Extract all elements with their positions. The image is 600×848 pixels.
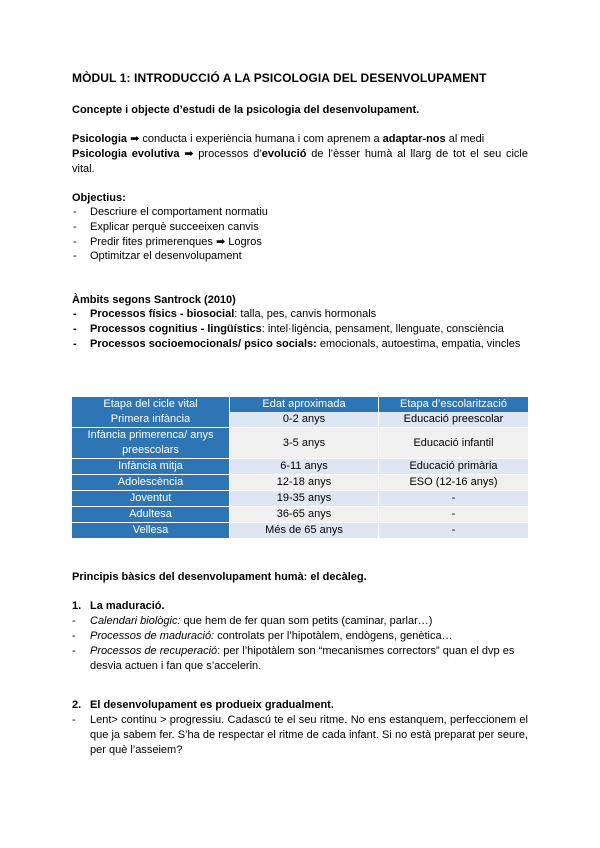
- dash: -: [72, 630, 76, 642]
- principle-title-text: El desenvolupament es produeix gradualment.: [90, 699, 334, 711]
- page-title: MÒDUL 1: INTRODUCCIÓ A LA PSICOLOGIA DEL DESENVOLUPAMENT: [72, 71, 487, 85]
- concept-heading: Concepte i objecte d’estudi de la psicologia del desenvolupament.: [72, 104, 420, 116]
- psicologia-bold: adaptar-nos: [382, 133, 446, 145]
- dash: -: [72, 615, 76, 627]
- table-row: [72, 412, 528, 428]
- list-item: [73, 337, 528, 352]
- table-cell: Vellesa: [72, 523, 230, 539]
- table-row: [72, 507, 528, 523]
- item-text: : per l’hipotàlem son “mecanismes correctors” quan el dvp es desvia actuen i fan que s’accelerin.: [90, 645, 515, 672]
- ambit-bold: Processos físics - biosocial: [90, 308, 235, 320]
- principle-number: 1.: [72, 600, 82, 612]
- ambits-heading: Àmbits segons Santrock (2010): [72, 294, 236, 306]
- dash: -: [73, 323, 77, 335]
- dash: -: [73, 308, 77, 320]
- table-header: Edat aproximada: [230, 397, 379, 412]
- table-cell: 12-18 anys: [230, 475, 379, 491]
- ambit-text: : talla, pes, canvis hormonals: [234, 308, 377, 320]
- list-item: [72, 713, 528, 758]
- list-item: [73, 220, 259, 235]
- principle-title: [72, 698, 334, 713]
- table-cell: Educació primària: [379, 459, 529, 475]
- dash: -: [73, 236, 77, 248]
- table-row: [72, 428, 528, 459]
- table-cell: 3-5 anys: [230, 428, 379, 459]
- table-cell: Més de 65 anys: [230, 523, 379, 539]
- table-cell: -: [379, 491, 529, 507]
- table-cell: 0-2 anys: [230, 412, 379, 428]
- table-cell: 6-11 anys: [230, 459, 379, 475]
- item-text: controlats per l’hipotàlem, endògens, genètica…: [214, 630, 453, 642]
- list-item: [72, 644, 528, 674]
- evolutiva-text-end: de l’èsser humà al llarg de tot el seu cicle vital.: [72, 148, 528, 175]
- italic-term: Processos de maduració:: [90, 630, 215, 642]
- table-cell: Primera infància: [72, 412, 230, 428]
- list-item: [73, 235, 262, 250]
- principle-title-text: La maduració.: [90, 600, 165, 612]
- table-cell: Infància primerenca/ anys preescolars: [72, 428, 230, 459]
- ambit-text: : intel·ligència, pensament, llenguate, consciència: [261, 323, 504, 335]
- psicologia-text: conducta i experiència humana i com aprenem a: [139, 133, 383, 145]
- principle-title: [72, 599, 165, 614]
- psicologia-term: Psicologia: [72, 133, 128, 145]
- evolutiva-definition: [72, 147, 528, 177]
- list-item: [73, 249, 242, 264]
- table-row: [72, 475, 528, 491]
- table-cell: -: [379, 523, 529, 539]
- table-cell: 19-35 anys: [230, 491, 379, 507]
- ambit-bold: Processos socioemocionals/ psico socials:: [90, 338, 317, 350]
- psicologia-definition: [72, 132, 528, 147]
- dash: -: [73, 250, 77, 262]
- dash: -: [73, 338, 77, 350]
- list-item-text: Optimitzar el desenvolupament: [90, 250, 242, 262]
- dash: -: [73, 206, 77, 218]
- table-header: Etapa del cicle vital: [72, 397, 230, 412]
- table-cell: Adolescència: [72, 475, 230, 491]
- table-cell: ESO (12-16 anys): [379, 475, 529, 491]
- dash: -: [73, 221, 77, 233]
- list-item: [73, 307, 377, 322]
- principle-number: 2.: [72, 699, 82, 711]
- dash: -: [72, 714, 76, 726]
- dash: -: [72, 645, 76, 657]
- table-row: [72, 459, 528, 475]
- ambit-bold: Processos cognitius - lingüístics: [90, 323, 262, 335]
- table-cell: Adultesa: [72, 507, 230, 523]
- evolutiva-term: Psicologia evolutiva: [72, 148, 180, 160]
- italic-term: Processos de recuperació: [90, 645, 218, 657]
- psicologia-text-end: al medi: [445, 133, 485, 145]
- item-text: Lent> continu > progressiu. Cadascú te el seu ritme. No ens estanquem, perfeccionem el que ja sabem fer. S’ha de respectar el ritme de cada infant. Si no està preparat per seure, per què l’asseiem?: [90, 714, 528, 756]
- table-cell: Joventut: [72, 491, 230, 507]
- table-header-row: [72, 397, 528, 412]
- table-row: [72, 491, 528, 507]
- list-item: [73, 322, 504, 337]
- list-item-text: Explicar perquè succeeixen canvis: [90, 221, 259, 233]
- table-cell: Infància mitja: [72, 459, 230, 475]
- list-item: [73, 205, 268, 220]
- italic-term: Calendari biològic:: [90, 615, 181, 627]
- table-header: Etapa d’escolarització: [379, 397, 529, 412]
- principis-heading: Principis bàsics del desenvolupament humà: el decàleg.: [72, 571, 367, 583]
- objectius-heading: Objectius:: [72, 192, 126, 204]
- list-item: [72, 614, 433, 629]
- evolutiva-text: processos d’: [193, 148, 262, 160]
- arrow-icon: ➡: [184, 148, 194, 160]
- life-cycle-table: [72, 397, 528, 539]
- item-text: que hem de fer quan som petits (caminar, parlar…): [180, 615, 433, 627]
- list-item-text: Predir fites primerenques ➡ Logros: [90, 236, 262, 248]
- list-item-text: Descriure el comportament normatiu: [90, 206, 268, 218]
- table-row: [72, 523, 528, 539]
- table-cell: Educació infantil: [379, 428, 529, 459]
- list-item: [72, 629, 453, 644]
- table-cell: Educació preescolar: [379, 412, 529, 428]
- evolutiva-bold: evolució: [261, 148, 307, 160]
- arrow-icon: ➡: [130, 133, 140, 145]
- ambit-text: emocionals, autoestima, empatia, vincles: [316, 338, 521, 350]
- table-cell: -: [379, 507, 529, 523]
- table-cell: 36-65 anys: [230, 507, 379, 523]
